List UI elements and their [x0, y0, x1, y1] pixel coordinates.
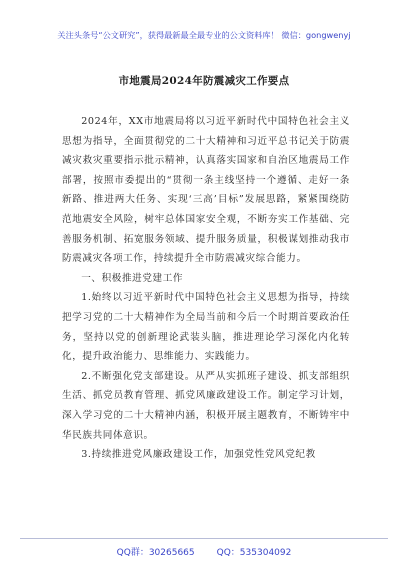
- footer-divider: [20, 538, 388, 539]
- document-title: 市地震局2024年防震减灾工作要点: [118, 75, 290, 87]
- document-body: [62, 112, 350, 465]
- item-paragraph-2: 2.不断强化党支部建设。从严从实抓班子建设、抓支部组织生活、抓党员教育管理、抓党风廉政建设工作。制定学习计划，深入学习党的二十大精神内涵，积极开展主题教育，不断铸牢中华民族共同体意识。: [62, 370, 350, 441]
- section-heading: 一、积极推进党建工作: [81, 272, 184, 284]
- footer-contact: [0, 545, 408, 558]
- qq-number: QQ：535304092: [216, 548, 292, 558]
- item-paragraph-1: 1.始终以习近平新时代中国特色社会主义思想为指导，持续把学习党的二十大精神作为全局当前和今后一个时期首要政治任务，坚持以党的创新理论武装头脑，推进理论学习深化内化转化，提升政治能力、思维能力、实践能力。: [62, 292, 350, 363]
- header-note: 关注头条号“公文研究”，获得最新最全最专业的公文资料库！ 微信：gongwenyj: [57, 30, 351, 40]
- qq-group-number: QQ群：30265665: [116, 548, 195, 558]
- item-paragraph-3: 3.持续推进党风廉政建设工作，加强党性党风党纪教: [81, 449, 316, 461]
- intro-paragraph: 2024年，XX市地震局将以习近平新时代中国特色社会主义思想为指导，全面贯彻党的二十大精神和习近平总书记关于防震减灾救灾重要指示批示精神，认真落实国家和自治区地震局工作部署，按照市委提出的“贯彻一条主线坚持一个遵循、走好一条新路、推进两大任务、实现‘三高’目标”发展思路，紧紧围绕防范地震安全风险，树牢总体国家安全观，不断夯实工作基础、完善服务机制、拓宽服务领域、提升服务质量，积极谋划推动我市防震减灾各项工作，持续提升全市防震减灾综合能力。: [62, 116, 350, 265]
